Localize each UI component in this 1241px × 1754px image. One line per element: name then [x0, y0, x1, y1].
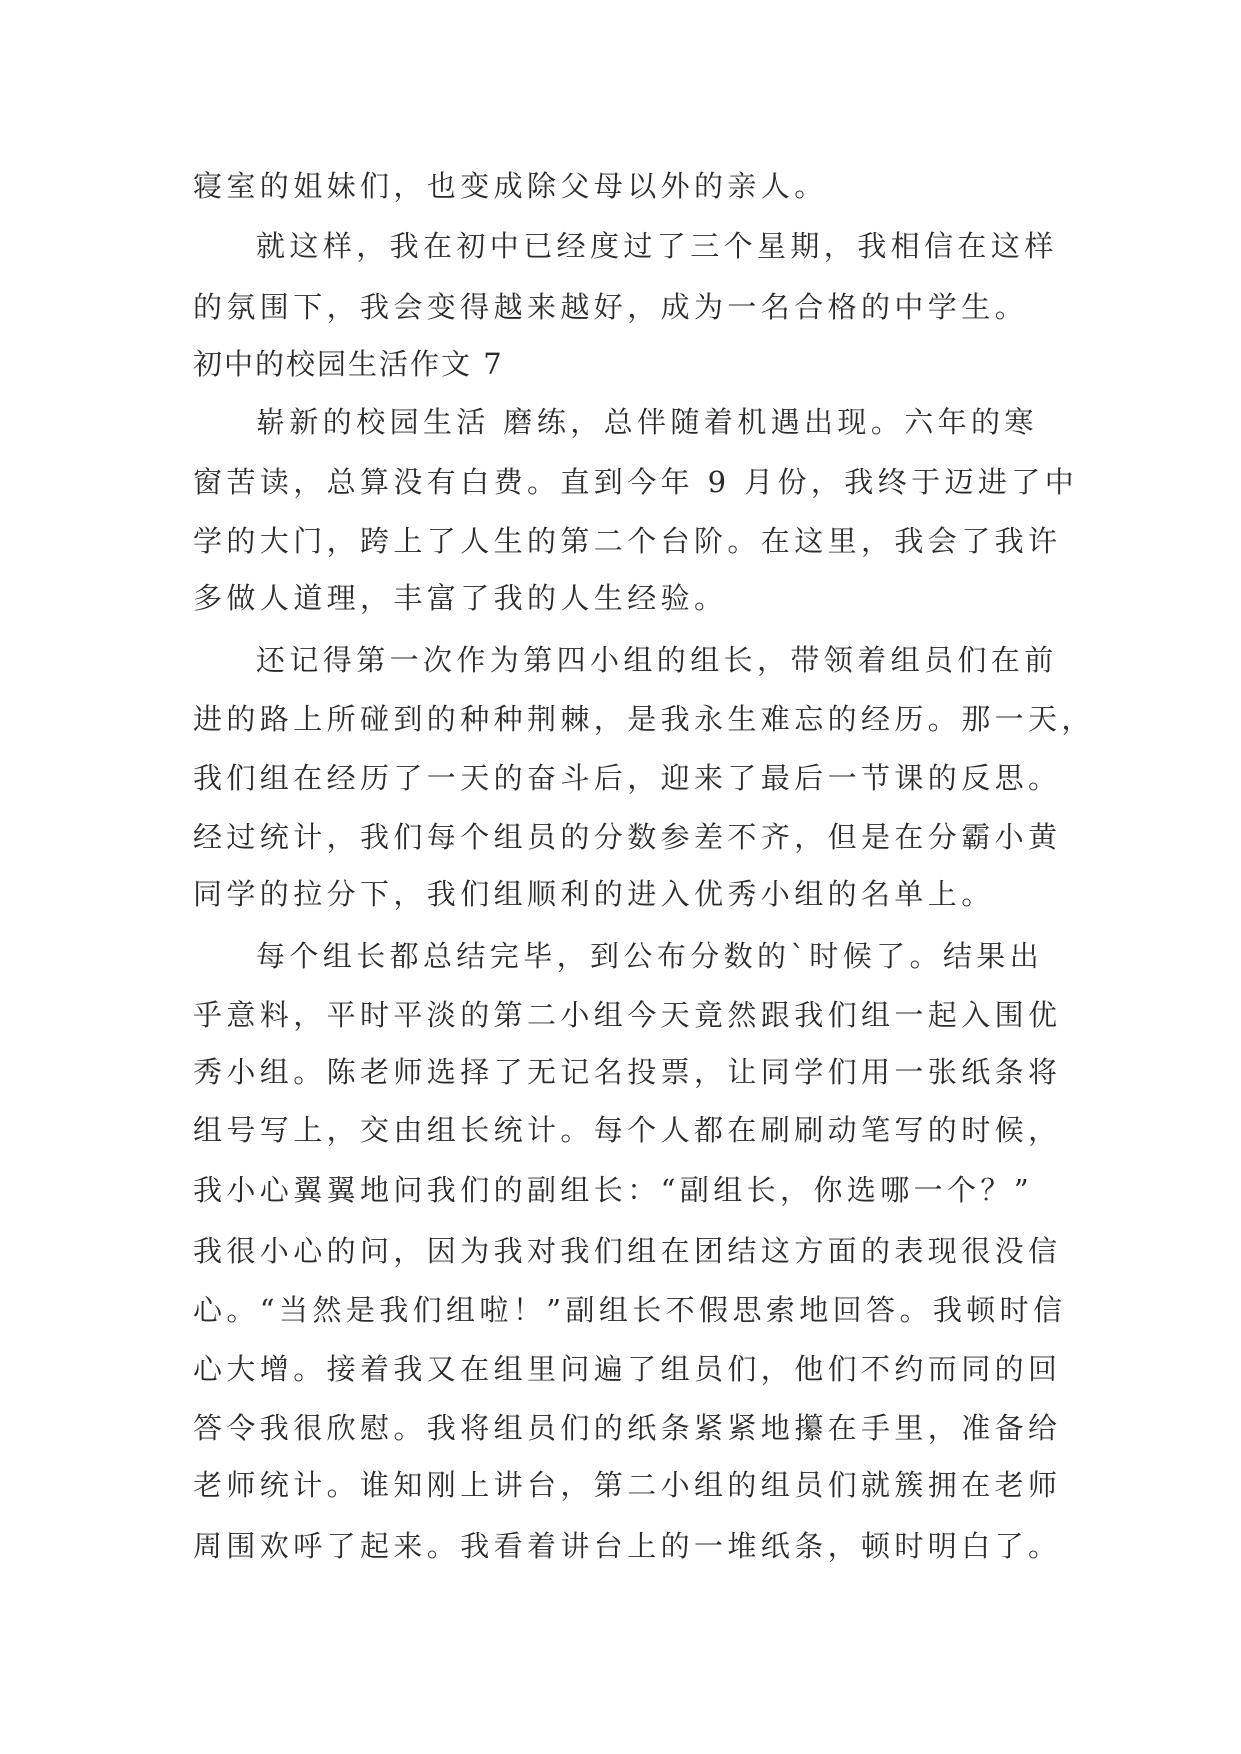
- text-line: 学的大门，跨上了人生的第二个台阶。在这里，我会了我许: [193, 524, 1062, 558]
- text-line: 心。“当然是我们组啦！”副组长不假思索地回答。我顿时信: [193, 1293, 1067, 1327]
- text-line: 窗苦读，总算没有白费。直到今年 9 月份，我终于迈进了中: [193, 465, 1079, 499]
- text-line: 秀小组。陈老师选择了无记名投票，让同学们用一张纸条将: [193, 1055, 1062, 1089]
- text-line: 组号写上，交由组长统计。每个人都在刷刷动笔写的时候，: [193, 1113, 1062, 1147]
- text-line: 我很小心的问，因为我对我们组在团结这方面的表现很没信: [193, 1234, 1062, 1268]
- text-line: 我小心翼翼地问我们的副组长：“副组长，你选哪一个？”: [193, 1173, 1034, 1207]
- text-line: 周围欢呼了起来。我看着讲台上的一堆纸条，顿时明白了。: [193, 1529, 1062, 1563]
- text-line: 崭新的校园生活 磨练，总伴随着机遇出现。六年的寒: [256, 405, 1038, 439]
- section-heading: 初中的校园生活作文 7: [193, 347, 504, 381]
- text-line: 每个组长都总结完毕，到公布分数的`时候了。结果出: [256, 939, 1044, 973]
- text-line: 答令我很欣慰。我将组员们的纸条紧紧地攥在手里，准备给: [193, 1411, 1062, 1445]
- text-line: 就这样，我在初中已经度过了三个星期，我相信在这样: [256, 229, 1058, 263]
- text-line: 同学的拉分下，我们组顺利的进入优秀小组的名单上。: [193, 877, 995, 911]
- text-line: 的氛围下，我会变得越来越好，成为一名合格的中学生。: [193, 290, 1029, 324]
- text-line: 寝室的姐妹们，也变成除父母以外的亲人。: [193, 169, 828, 203]
- text-line: 乎意料，平时平淡的第二小组今天竟然跟我们组一起入围优: [193, 998, 1062, 1032]
- text-line: 老师统计。谁知刚上讲台，第二小组的组员们就簇拥在老师: [193, 1468, 1062, 1502]
- text-line: 心大增。接着我又在组里问遍了组员们，他们不约而同的回: [193, 1352, 1062, 1386]
- text-line: 进的路上所碰到的种种荆棘，是我永生难忘的经历。那一天，: [193, 702, 1095, 736]
- text-line: 还记得第一次作为第四小组的组长，带领着组员们在前: [256, 643, 1058, 677]
- text-line: 我们组在经历了一天的奋斗后，迎来了最后一节课的反思。: [193, 761, 1062, 795]
- text-line: 多做人道理，丰富了我的人生经验。: [193, 581, 728, 615]
- text-line: 经过统计，我们每个组员的分数参差不齐，但是在分霸小黄: [193, 820, 1062, 854]
